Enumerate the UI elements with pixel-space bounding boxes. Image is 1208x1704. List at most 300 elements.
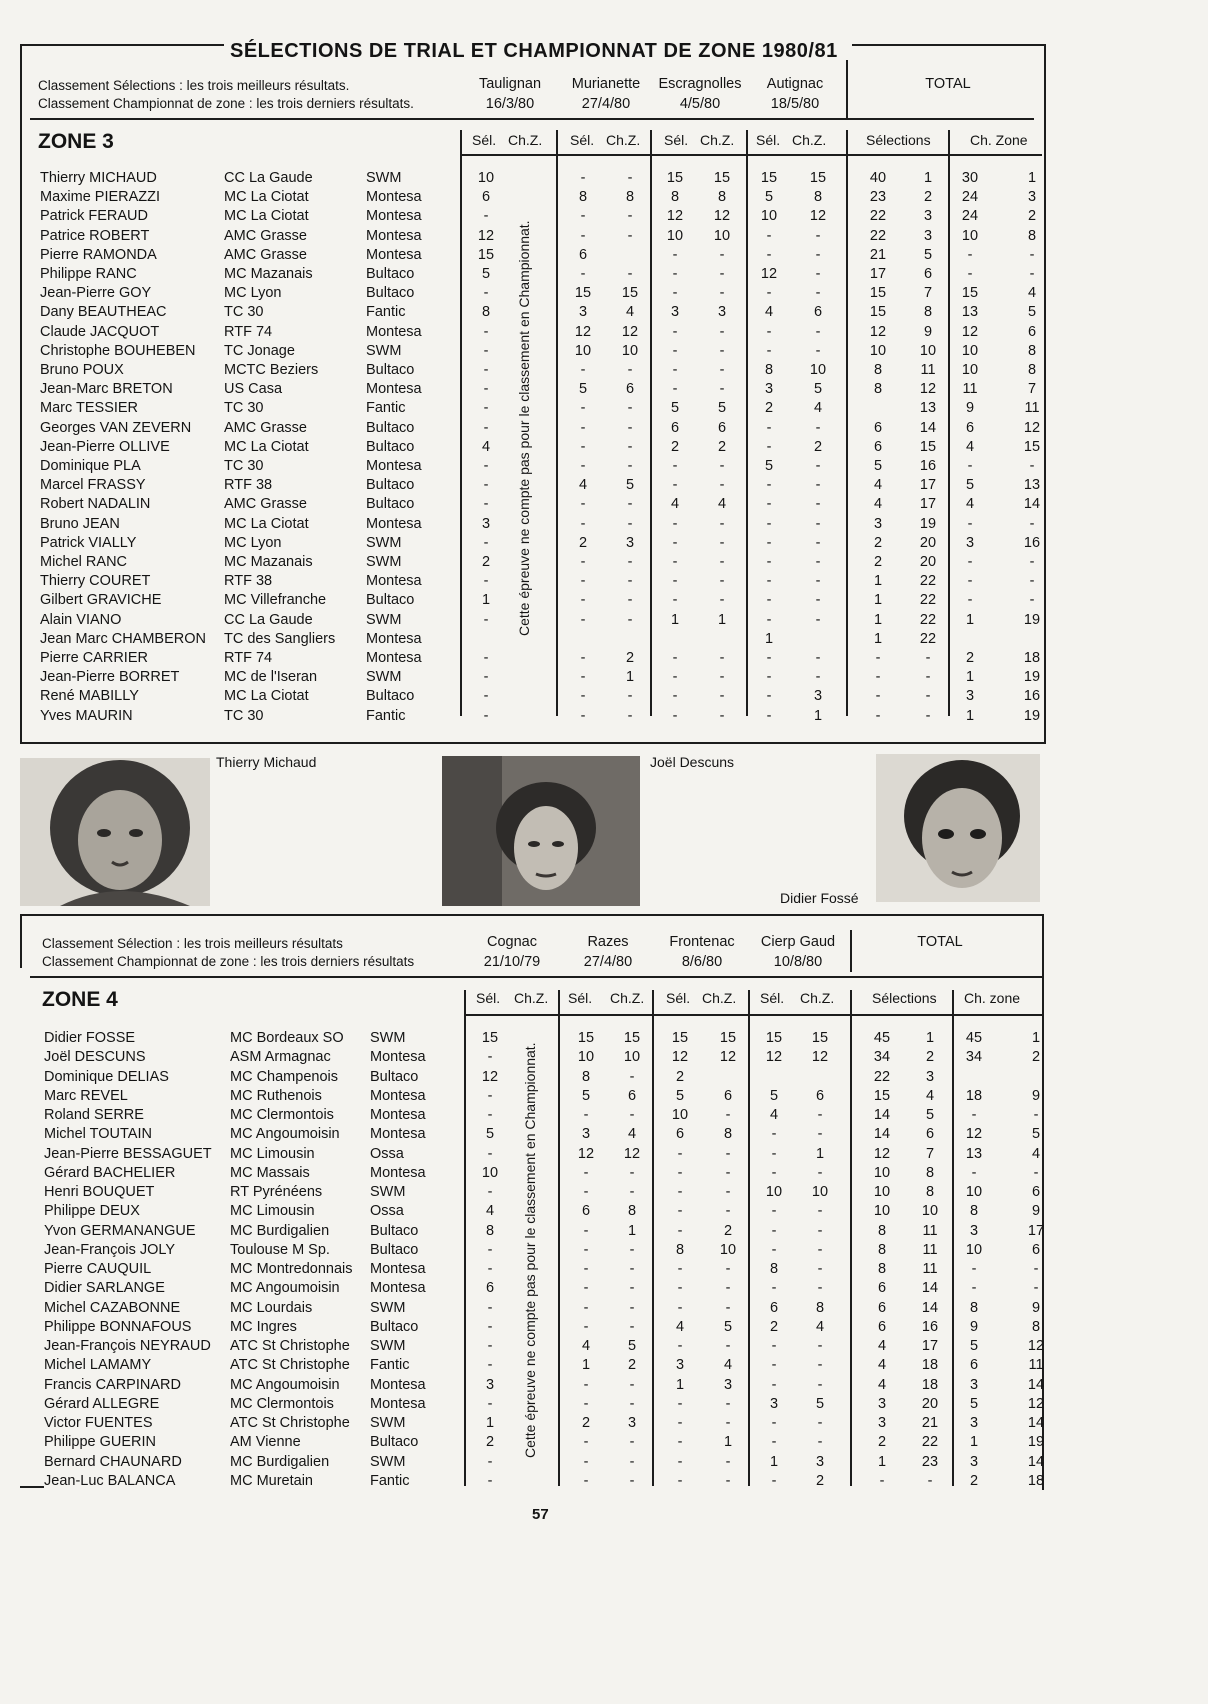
motorcycle-brand: Bultaco [366, 362, 415, 378]
chz-3: - [719, 669, 725, 686]
rider-name: Pierre CAUQUIL [44, 1261, 152, 1277]
sel-2: - [583, 1395, 589, 1412]
total-zone-rank: 1 [1031, 1030, 1041, 1046]
total-zone-points: - [967, 592, 973, 609]
club-name: MC Burdigalien [230, 1453, 330, 1470]
sel-4: - [766, 611, 772, 628]
sel-4: 3 [764, 381, 774, 398]
sel-2: - [583, 1184, 589, 1200]
chz-4: 4 [813, 400, 823, 417]
chz-4: 5 [815, 1395, 825, 1412]
club-name: AMC Grasse [224, 227, 307, 244]
chz-4: 10 [809, 362, 827, 378]
column-divider [748, 990, 750, 1486]
chz-3: - [725, 1453, 731, 1470]
sel-4: 4 [764, 304, 774, 321]
motorcycle-brand: Fantic [370, 1472, 410, 1489]
header-underline [460, 154, 848, 156]
sel-1: - [487, 1145, 493, 1162]
event-date: 16/3/80 [485, 96, 535, 112]
total-selections-rank: 1 [925, 1030, 935, 1046]
chz-4: - [815, 573, 821, 590]
chz-3: 4 [717, 496, 727, 513]
total-selections-points: 8 [873, 381, 883, 398]
motorcycle-brand: SWM [370, 1030, 406, 1046]
event-date: 27/4/80 [583, 954, 633, 970]
rider-name: Alain VIANO [40, 611, 122, 628]
club-name: MC La Ciotat [224, 515, 309, 532]
sel-2: - [580, 419, 586, 436]
sel-2: - [583, 1107, 589, 1123]
sel-1: - [483, 688, 489, 705]
rider-name: Henri BOUQUET [44, 1184, 155, 1200]
club-name: MCTC Beziers [224, 362, 319, 378]
chz-4: - [815, 246, 821, 263]
chz-2: 10 [621, 342, 639, 359]
chz-2: 6 [627, 1087, 637, 1104]
total-selections-rank: 11 [922, 1261, 938, 1277]
chz-2: - [629, 1395, 635, 1412]
chz-4: - [815, 477, 821, 494]
motorcycle-brand: Bultaco [366, 266, 415, 282]
sub-header-total-zone: Ch. zone [964, 990, 1021, 1006]
total-zone-points: 3 [965, 688, 975, 705]
sel-4: - [766, 650, 772, 666]
sel-2: 5 [578, 381, 588, 398]
rider-name: Philippe GUERIN [44, 1434, 157, 1451]
sel-4: - [766, 554, 772, 570]
total-zone-points: 13 [965, 1145, 983, 1162]
sel-3: - [672, 458, 678, 474]
total-zone-rank: 19 [1023, 669, 1041, 686]
motorcycle-brand: SWM [366, 534, 402, 551]
total-selections-points: 23 [869, 189, 887, 206]
rider-name: Patrice ROBERT [40, 227, 150, 244]
sub-header-sel: Sél. [568, 990, 593, 1006]
total-zone-points: - [967, 573, 973, 590]
rider-name: Pierre RAMONDA [40, 246, 157, 263]
sel-1: - [487, 1318, 493, 1335]
total-selections-rank: 5 [925, 1107, 935, 1123]
total-selections-rank: 22 [919, 611, 937, 628]
event-place: Murianette [571, 76, 641, 92]
sel-2: - [583, 1261, 589, 1277]
sel-4: - [771, 1126, 777, 1143]
event-date: 4/5/80 [679, 96, 721, 112]
total-selections-points: 3 [877, 1395, 887, 1412]
chz-3: - [725, 1299, 731, 1316]
motorcycle-brand: SWM [370, 1184, 406, 1200]
sel-2: - [580, 458, 586, 474]
sel-2: - [580, 650, 586, 666]
chz-3: - [719, 573, 725, 590]
sub-header-sel: Sél. [570, 132, 595, 148]
chz-3: - [719, 515, 725, 532]
zone3-vertical-note: Cette épreuve ne compte pas pour le classement en Championnat. [516, 220, 532, 636]
chz-2: - [627, 208, 633, 225]
chz-2: 4 [625, 304, 635, 321]
total-zone-rank: 18 [1027, 1472, 1045, 1489]
motorcycle-brand: Montesa [370, 1261, 426, 1277]
chz-2: 3 [627, 1415, 637, 1431]
total-zone-rank: 19 [1027, 1434, 1045, 1451]
sel-1: - [483, 669, 489, 686]
event-date: 27/4/80 [581, 96, 631, 112]
sel-3: 4 [670, 496, 680, 513]
rider-name: Christophe BOUHEBEN [40, 342, 196, 359]
sel-1: 8 [481, 304, 491, 321]
club-name: MC Muretain [230, 1472, 313, 1489]
club-name: MC Lyon [224, 285, 282, 302]
rider-name: Bruno POUX [40, 362, 124, 378]
total-zone-points: 30 [961, 170, 979, 186]
event-place: Autignac [766, 76, 824, 92]
chz-4: - [815, 611, 821, 628]
rider-name: Marc TESSIER [40, 400, 139, 417]
total-selections-points: - [875, 669, 881, 686]
sel-2: - [580, 592, 586, 609]
sel-4: 6 [769, 1299, 779, 1316]
total-selections-points: 3 [873, 515, 883, 532]
chz-2: - [629, 1280, 635, 1297]
sel-3: - [672, 707, 678, 724]
sel-1: 12 [477, 227, 495, 244]
total-selections-points: 1 [873, 611, 883, 628]
sel-4: - [766, 227, 772, 244]
sel-3: 1 [670, 611, 680, 628]
sub-header-total-selections: Sélections [872, 990, 937, 1006]
chz-4: 6 [813, 304, 823, 321]
sub-header-chz: Ch.Z. [610, 990, 645, 1006]
motorcycle-brand: Montesa [370, 1280, 426, 1297]
chz-2: 5 [627, 1338, 637, 1354]
total-zone-rank: 16 [1023, 534, 1041, 551]
zone4-title: ZONE 4 [42, 988, 118, 1011]
club-name: TC 30 [224, 400, 264, 417]
club-name: ATC St Christophe [230, 1357, 350, 1374]
club-name: US Casa [224, 381, 283, 398]
sel-2: 2 [578, 534, 588, 551]
chz-3: - [719, 266, 725, 282]
sel-2: - [583, 1376, 589, 1393]
chz-2: 1 [625, 669, 635, 686]
total-zone-rank: 19 [1023, 611, 1041, 628]
chz-4: - [815, 419, 821, 436]
zone4-event [564, 932, 652, 972]
motorcycle-brand: Ossa [370, 1203, 404, 1220]
sel-1: - [487, 1261, 493, 1277]
total-zone-points: 6 [969, 1357, 979, 1374]
sel-1: - [483, 285, 489, 302]
sel-2: - [583, 1280, 589, 1297]
total-zone-rank: 7 [1027, 381, 1037, 398]
total-zone-rank: 16 [1023, 688, 1041, 705]
page-number: 57 [532, 1506, 549, 1523]
total-selections-rank: 23 [921, 1453, 939, 1470]
total-selections-rank: 8 [925, 1164, 935, 1181]
total-zone-rank: 2 [1027, 208, 1037, 225]
total-selections-rank: 18 [921, 1357, 939, 1374]
column-divider [460, 130, 462, 716]
sel-1: 4 [485, 1203, 495, 1220]
sel-4: - [771, 1376, 777, 1393]
sel-3: - [672, 669, 678, 686]
motorcycle-brand: Fantic [366, 400, 406, 417]
sel-1: 6 [485, 1280, 495, 1297]
motorcycle-brand: SWM [370, 1453, 406, 1470]
club-name: RTF 74 [224, 650, 273, 666]
sel-3: - [677, 1145, 683, 1162]
total-selections-rank: - [927, 1472, 933, 1489]
sel-3: - [677, 1203, 683, 1220]
total-selections-rank: 14 [921, 1280, 939, 1297]
total-selections-points: 1 [873, 592, 883, 609]
zone4-note-championnat: Classement Championnat de zone : les trois derniers résultats [42, 954, 415, 969]
rider-name: Thierry MICHAUD [40, 170, 157, 186]
club-name: ATC St Christophe [230, 1338, 350, 1354]
motorcycle-brand: Bultaco [366, 438, 415, 455]
club-name: MC Ingres [230, 1318, 297, 1335]
total-selections-points: 14 [873, 1126, 891, 1143]
motorcycle-brand: SWM [370, 1338, 406, 1354]
sel-3: 3 [675, 1357, 685, 1374]
total-zone-rank: 13 [1023, 477, 1041, 494]
motorcycle-brand: Bultaco [370, 1241, 419, 1258]
total-selections-points: 8 [877, 1261, 887, 1277]
sel-2: - [583, 1453, 589, 1470]
sel-2: - [580, 707, 586, 724]
motorcycle-brand: Bultaco [370, 1222, 419, 1239]
total-selections-points: 6 [877, 1318, 887, 1335]
club-name: TC 30 [224, 458, 264, 474]
zone4-event [752, 932, 844, 972]
total-zone-points: - [967, 266, 973, 282]
chz-3: 3 [717, 304, 727, 321]
sel-2: - [583, 1164, 589, 1181]
club-name: AMC Grasse [224, 496, 307, 513]
club-name: CC La Gaude [224, 170, 313, 186]
chz-2: - [629, 1434, 635, 1451]
chz-4: 15 [811, 1030, 829, 1046]
total-selections-rank: 17 [919, 496, 937, 513]
sel-2: 4 [581, 1338, 591, 1354]
motorcycle-brand: SWM [370, 1299, 406, 1316]
total-selections-points: 6 [877, 1299, 887, 1316]
club-name: TC 30 [224, 304, 264, 321]
sel-2: 3 [581, 1126, 591, 1143]
sel-3: - [677, 1184, 683, 1200]
total-zone-points: - [967, 515, 973, 532]
total-zone-points: 3 [969, 1222, 979, 1239]
motorcycle-brand: Fantic [366, 707, 406, 724]
page-title: SÉLECTIONS DE TRIAL ET CHAMPIONNAT DE ZONE 1980/81 [230, 40, 838, 62]
rider-name: Georges VAN ZEVERN [40, 419, 192, 436]
sel-1: 5 [485, 1126, 495, 1143]
total-selections-points: 12 [869, 323, 887, 340]
sel-2: - [583, 1318, 589, 1335]
rider-name: Dominique DELIAS [44, 1068, 169, 1085]
photo-caption: Thierry Michaud [216, 754, 317, 770]
chz-4: - [815, 650, 821, 666]
total-zone-rank: 19 [1023, 707, 1041, 724]
sel-3: - [672, 266, 678, 282]
motorcycle-brand: Bultaco [370, 1068, 419, 1085]
club-name: AMC Grasse [224, 246, 307, 263]
total-zone-points: 3 [969, 1453, 979, 1470]
sel-2: 15 [577, 1030, 595, 1046]
club-name: MC Limousin [230, 1145, 315, 1162]
chz-4: - [815, 342, 821, 359]
club-name: MC Angoumoisin [230, 1126, 340, 1143]
sel-4: 8 [769, 1261, 779, 1277]
sel-1: - [483, 707, 489, 724]
sel-4: 12 [760, 266, 778, 282]
chz-3: - [725, 1280, 731, 1297]
sel-3: - [672, 246, 678, 263]
total-zone-rank: - [1033, 1107, 1039, 1123]
total-selections-points: 8 [877, 1241, 887, 1258]
event-date: 18/5/80 [770, 96, 820, 112]
sel-3: - [672, 534, 678, 551]
total-zone-points: 1 [965, 707, 975, 724]
rider-name: Gérard BACHELIER [44, 1164, 176, 1181]
sel-3: - [677, 1261, 683, 1277]
rider-name: Dominique PLA [40, 458, 141, 474]
total-zone-points: - [967, 554, 973, 570]
chz-4: 1 [813, 707, 823, 724]
chz-2: 8 [627, 1203, 637, 1220]
total-zone-points: 2 [969, 1472, 979, 1489]
chz-4: 2 [813, 438, 823, 455]
sel-1: - [487, 1299, 493, 1316]
photo-caption: Joël Descuns [650, 754, 735, 770]
sel-4: 10 [765, 1184, 783, 1200]
sel-4: - [771, 1222, 777, 1239]
sel-1: - [487, 1338, 493, 1354]
zone3-title: ZONE 3 [38, 130, 114, 153]
rider-name: Patrick FERAUD [40, 208, 148, 225]
rider-name: Pierre CARRIER [40, 650, 148, 666]
sub-header-chz: Ch.Z. [800, 990, 835, 1006]
sel-1: - [483, 362, 489, 378]
chz-3: 5 [723, 1318, 733, 1335]
chz-4: 2 [815, 1472, 825, 1489]
total-zone-rank: - [1029, 592, 1035, 609]
total-zone-points: 1 [965, 669, 975, 686]
total-selections-points: 4 [873, 496, 883, 513]
total-zone-rank: 9 [1031, 1203, 1041, 1220]
chz-2: 5 [625, 477, 635, 494]
chz-3: - [719, 688, 725, 705]
rider-name: Thierry COURET [40, 573, 151, 590]
total-zone-points: 12 [965, 1126, 983, 1143]
chz-2: - [627, 362, 633, 378]
chz-3: 1 [717, 611, 727, 628]
total-selections-rank: 11 [920, 362, 936, 378]
zone3-note-selections: Classement Sélections : les trois meilleurs résultats. [38, 78, 350, 93]
sel-1: - [483, 534, 489, 551]
rider-name: Joël DESCUNS [44, 1049, 146, 1066]
club-name: ASM Armagnac [230, 1049, 331, 1066]
sel-1: 12 [481, 1068, 499, 1085]
motorcycle-brand: SWM [366, 342, 402, 359]
event-place: Cierp Gaud [760, 934, 836, 950]
total-zone-rank: - [1029, 515, 1035, 532]
sub-header-sel: Sél. [476, 990, 501, 1006]
sel-4: 3 [769, 1395, 779, 1412]
total-selections-points: 15 [873, 1087, 891, 1104]
total-selections-points: 17 [869, 266, 887, 282]
rider-name: Victor FUENTES [44, 1415, 153, 1431]
club-name: MC Burdigalien [230, 1222, 330, 1239]
sel-2: - [580, 573, 586, 590]
total-selections-rank: 15 [919, 438, 937, 455]
photo-joel-descuns [442, 756, 640, 906]
total-selections-rank: 14 [921, 1299, 939, 1316]
sub-header-chz: Ch.Z. [508, 132, 543, 148]
sel-3: - [677, 1338, 683, 1354]
rider-name: Jean-Pierre BESSAGUET [44, 1145, 212, 1162]
column-divider [558, 990, 560, 1486]
zone4-event [656, 932, 748, 972]
club-name: MC La Ciotat [224, 688, 309, 705]
sel-2: 12 [574, 323, 592, 340]
sel-1: 15 [477, 246, 495, 263]
chz-2: - [629, 1472, 635, 1489]
sel-1: - [483, 458, 489, 474]
sel-3: - [672, 285, 678, 302]
total-selections-rank: 5 [923, 246, 933, 263]
sel-1: - [487, 1087, 493, 1104]
club-name: MC La Ciotat [224, 208, 309, 225]
rider-name: Jean-François JOLY [44, 1241, 176, 1258]
motorcycle-brand: SWM [366, 170, 402, 186]
sub-header-sel: Sél. [756, 132, 781, 148]
sel-2: 5 [581, 1087, 591, 1104]
sel-1: 2 [485, 1434, 495, 1451]
total-selections-rank: 19 [919, 515, 937, 532]
column-divider [746, 130, 748, 716]
chz-2: - [627, 496, 633, 513]
rider-name: Michel LAMAMY [44, 1357, 152, 1374]
total-zone-points: - [971, 1164, 977, 1181]
chz-2: - [629, 1107, 635, 1123]
total-zone-points: 4 [965, 438, 975, 455]
event-place: Razes [587, 934, 629, 950]
photo-didier-fosse [876, 754, 1040, 902]
chz-3: - [725, 1415, 731, 1431]
chz-3: 1 [723, 1434, 733, 1451]
motorcycle-brand: SWM [366, 554, 402, 570]
rider-name: Gérard ALLEGRE [44, 1395, 160, 1412]
sel-4: - [766, 534, 772, 551]
motorcycle-brand: Montesa [366, 458, 422, 474]
chz-3: 3 [723, 1376, 733, 1393]
sel-3: 15 [671, 1030, 689, 1046]
sub-header-chz: Ch.Z. [792, 132, 827, 148]
rider-name: Michel RANC [40, 554, 128, 570]
sub-header-sel: Sél. [664, 132, 689, 148]
sel-2: - [580, 266, 586, 282]
sub-header-sel: Sél. [472, 132, 497, 148]
chz-3: - [725, 1164, 731, 1181]
rider-name: Dany BEAUTHEAC [40, 304, 167, 321]
sel-3: - [672, 342, 678, 359]
rider-name: René MABILLY [40, 688, 139, 705]
total-selections-rank: 17 [921, 1338, 939, 1354]
sel-3: - [677, 1164, 683, 1181]
sel-1: - [487, 1241, 493, 1258]
